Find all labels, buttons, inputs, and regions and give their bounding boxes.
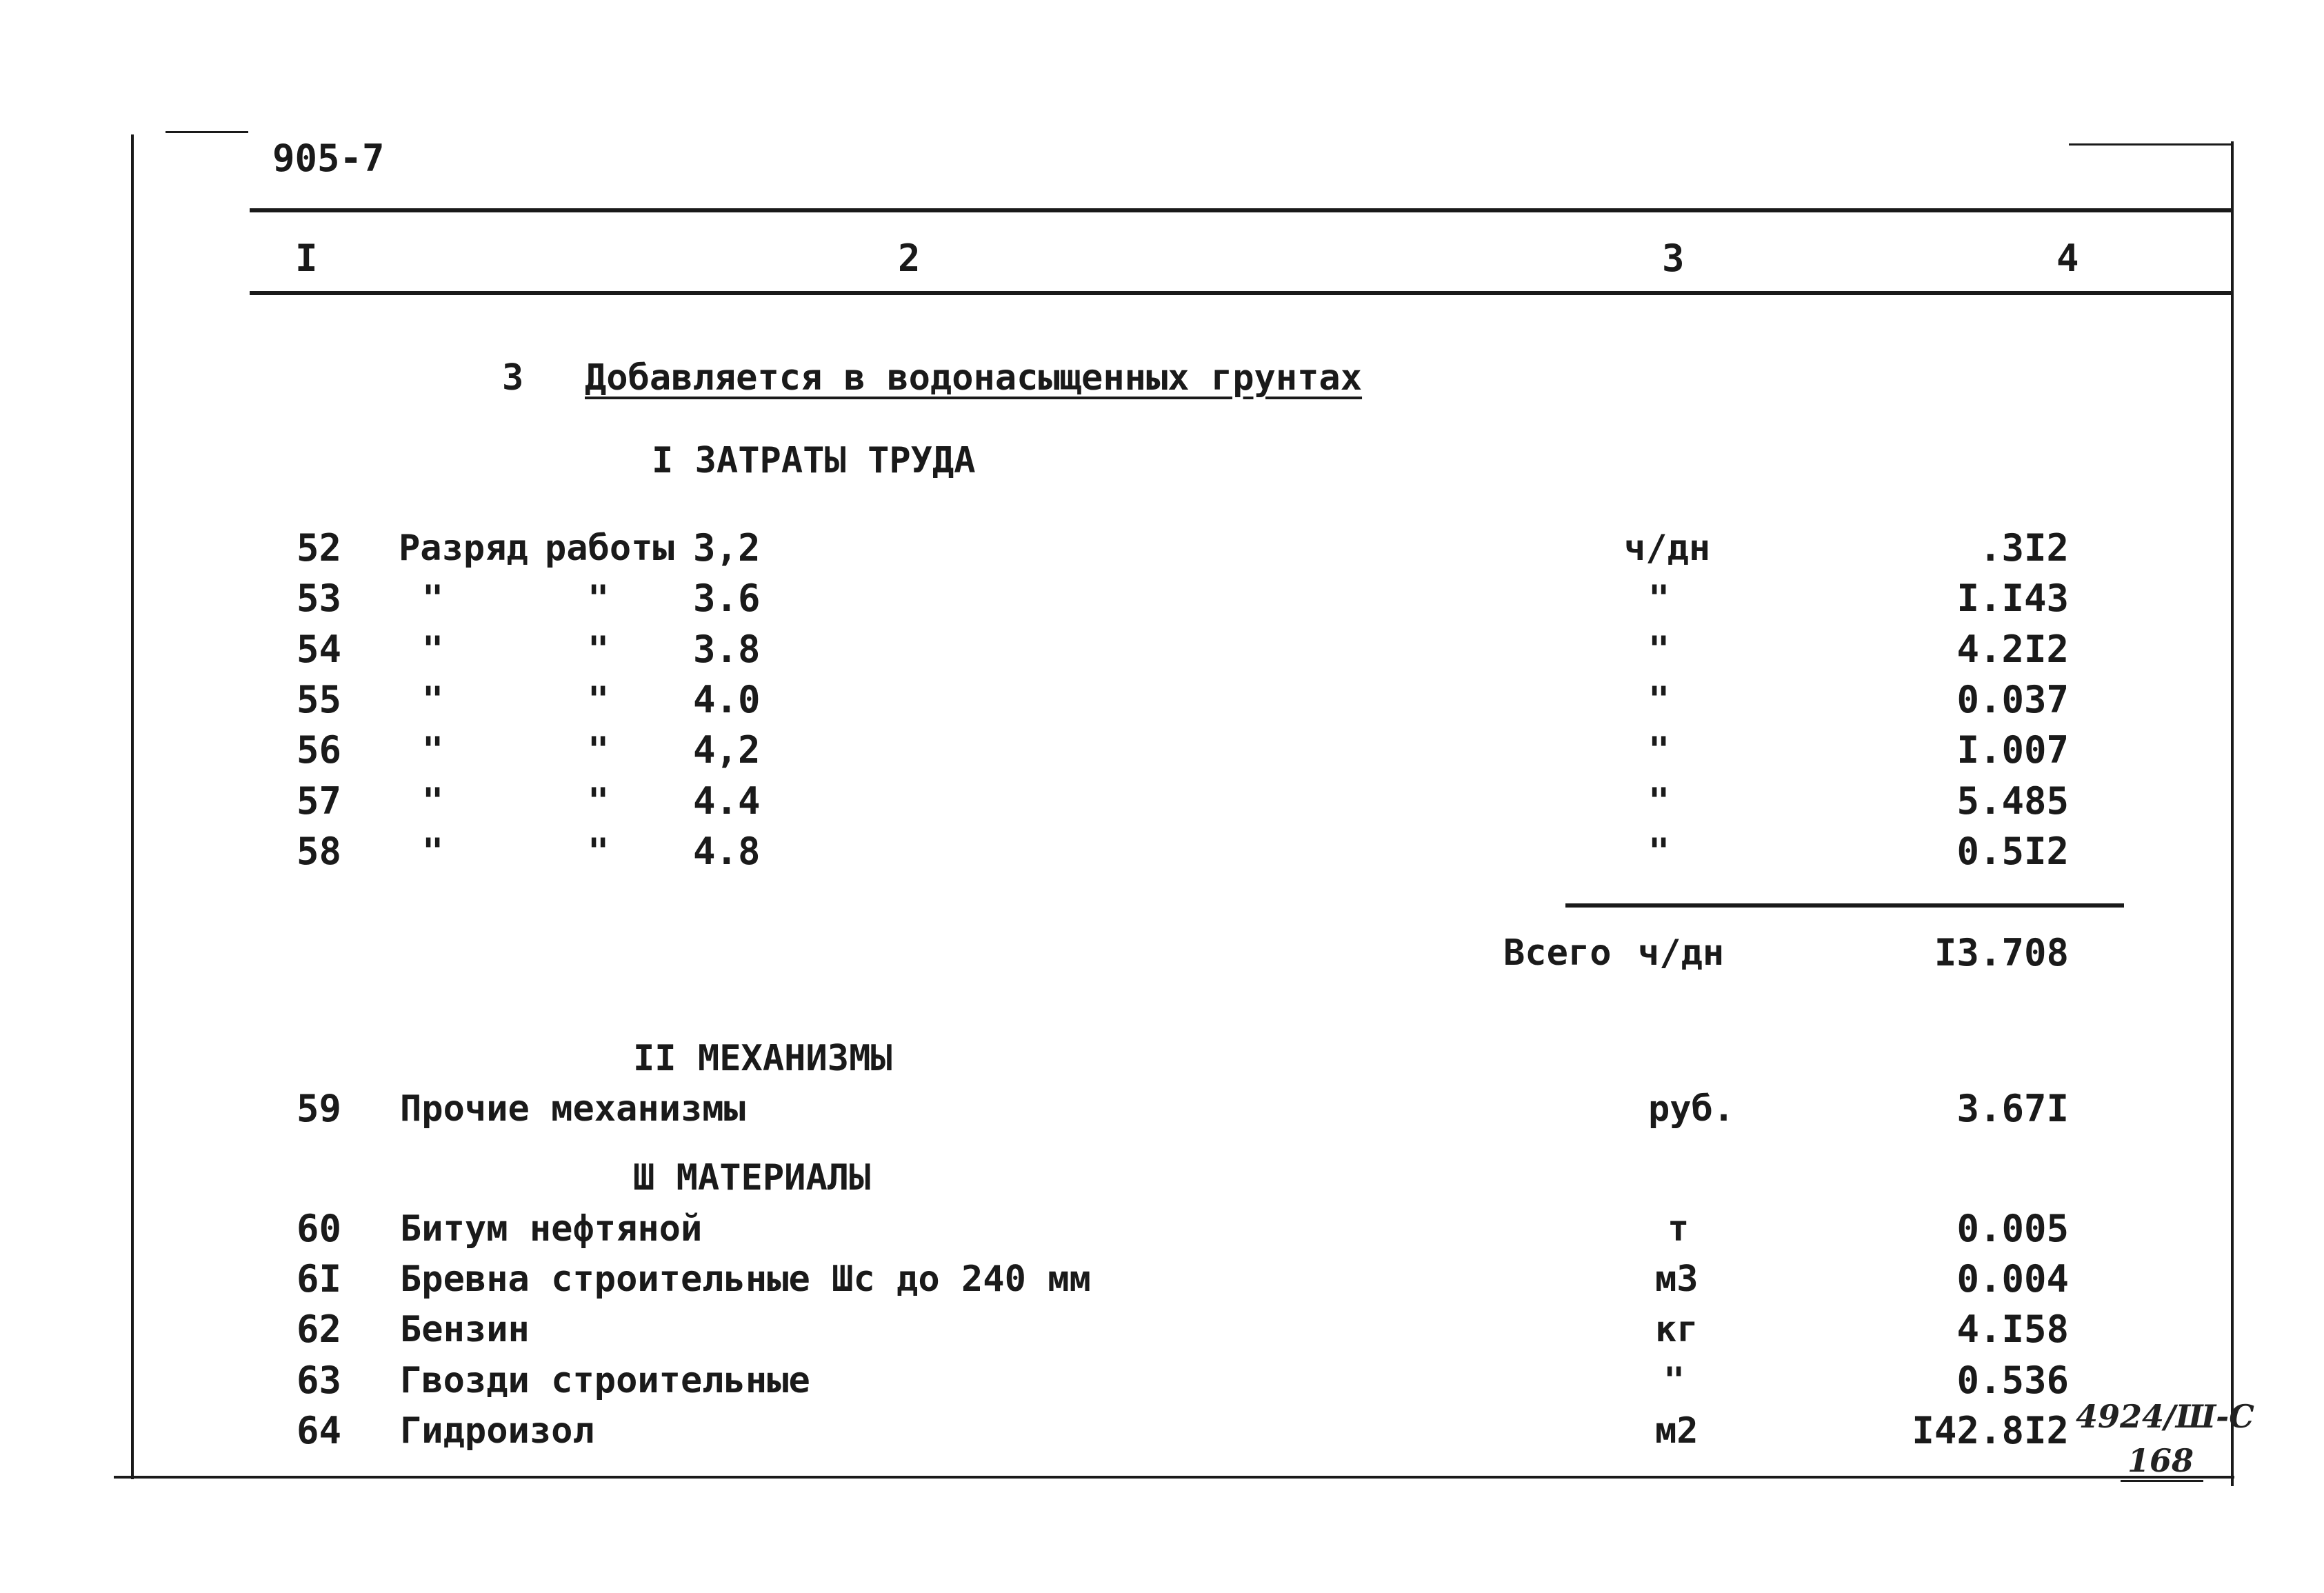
- row-value: 4.I58: [1956, 1308, 2069, 1351]
- row-grade: 3,2: [693, 526, 761, 570]
- row-value: I.007: [1956, 728, 2069, 772]
- row-grade: 4.0: [693, 678, 761, 721]
- row-unit: ": [1648, 629, 1670, 670]
- row-unit: ": [1648, 679, 1670, 721]
- row-grade: 4,2: [693, 728, 761, 772]
- row-grade: 4.8: [693, 830, 761, 873]
- row-number: 55: [297, 678, 342, 721]
- document-code: 905-7: [272, 137, 385, 180]
- row-name: Битум нефтяной: [400, 1208, 703, 1250]
- row-name: Бревна строительные Шс до 240 мм: [400, 1259, 1091, 1300]
- row-unit: ": [1648, 781, 1670, 822]
- row-unit: ": [1663, 1360, 1685, 1401]
- frame-top-right-stub: [2069, 143, 2233, 146]
- row-unit: ": [1648, 730, 1670, 771]
- row-grade: 3.6: [693, 577, 761, 620]
- row-value: I42.8I2: [1912, 1409, 2069, 1452]
- row-label-1: ": [422, 629, 444, 670]
- row-number: 54: [297, 628, 342, 671]
- row-label-2: ": [588, 831, 610, 872]
- row-value: 0.004: [1956, 1257, 2069, 1301]
- row-name: Гидроизол: [400, 1410, 594, 1452]
- handwritten-stamp-page: 168: [2127, 1442, 2194, 1479]
- row-number: 53: [297, 577, 342, 620]
- materials-heading: Ш МАТЕРИАЛЫ: [633, 1157, 871, 1199]
- mechanisms-heading: II МЕХАНИЗМЫ: [633, 1038, 892, 1079]
- row-number: 62: [297, 1308, 342, 1351]
- row-number: 52: [297, 526, 342, 570]
- row-label-2: ": [588, 629, 610, 670]
- row-value: 0.005: [1956, 1207, 2069, 1250]
- row-name: Бензин: [400, 1309, 530, 1350]
- row-value: I.I43: [1956, 577, 2069, 620]
- row-grade: 4.4: [693, 779, 761, 823]
- total-label: Всего: [1503, 932, 1612, 974]
- row-label-1: ": [422, 781, 444, 822]
- stamp-underline: [2121, 1480, 2203, 1482]
- row-unit: ": [1648, 578, 1670, 619]
- row-number: 64: [297, 1409, 342, 1452]
- row-number: 59: [297, 1087, 342, 1130]
- row-unit: т: [1667, 1208, 1690, 1250]
- row-number: 57: [297, 779, 342, 823]
- total-rule: [1565, 903, 2124, 908]
- row-label-2: ": [588, 730, 610, 771]
- row-label-2: ": [588, 781, 610, 822]
- row-number: 58: [297, 830, 342, 873]
- labor-heading: I ЗАТРАТЫ ТРУДА: [652, 440, 976, 481]
- header-col-1: I: [295, 237, 318, 280]
- handwritten-stamp-code: 4924/Ш-С: [2076, 1398, 2254, 1435]
- row-label-2: ": [588, 578, 610, 619]
- row-label-1: ": [422, 831, 444, 872]
- row-number: 6I: [297, 1257, 342, 1301]
- frame-left-line: [131, 134, 134, 1479]
- header-bottom-rule: [250, 291, 2231, 295]
- frame-bottom-line: [114, 1476, 2234, 1479]
- frame-right-line: [2231, 141, 2234, 1486]
- row-value: 3.67I: [1956, 1087, 2069, 1130]
- row-value: 0.5I2: [1956, 830, 2069, 873]
- row-grade: 3.8: [693, 628, 761, 671]
- row-unit: кг: [1655, 1309, 1699, 1350]
- row-label-1: ": [422, 730, 444, 771]
- row-value: 4.2I2: [1956, 628, 2069, 671]
- row-label-2: ": [588, 679, 610, 721]
- row-unit: ч/дн: [1624, 528, 1711, 569]
- row-label-1: ": [422, 679, 444, 721]
- header-col-2: 2: [898, 237, 921, 280]
- total-unit: ч/дн: [1638, 932, 1725, 974]
- frame-top-stub: [166, 131, 248, 133]
- row-number: 60: [297, 1207, 342, 1250]
- row-name: Прочие механизмы: [400, 1088, 745, 1130]
- row-name: Гвозди строительные: [400, 1360, 810, 1401]
- row-unit: м3: [1655, 1259, 1699, 1300]
- section-number: 3: [502, 357, 524, 399]
- section-title: Добавляется в водонасыщенных грунтах: [585, 357, 1363, 399]
- row-number: 63: [297, 1359, 342, 1402]
- row-label-1: Разряд: [399, 528, 528, 569]
- row-label-1: ": [422, 578, 444, 619]
- row-unit: ": [1648, 831, 1670, 872]
- header-col-3: 3: [1662, 237, 1685, 280]
- row-unit: руб.: [1648, 1088, 1735, 1130]
- row-value: .3I2: [1979, 526, 2069, 570]
- row-number: 56: [297, 728, 342, 772]
- header-col-4: 4: [2056, 237, 2079, 280]
- row-value: 5.485: [1956, 779, 2069, 823]
- row-value: 0.037: [1956, 678, 2069, 721]
- row-label-2: работы: [545, 528, 674, 569]
- total-value: I3.708: [1934, 931, 2069, 974]
- header-top-rule: [250, 208, 2231, 212]
- row-value: 0.536: [1956, 1359, 2069, 1402]
- row-unit: м2: [1655, 1410, 1699, 1452]
